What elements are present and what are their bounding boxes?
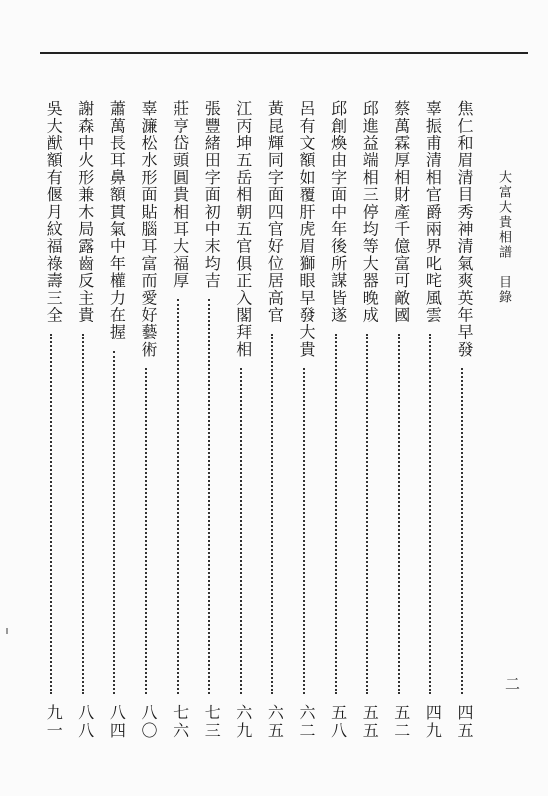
toc-entry-title: 焦仁和眉清目秀神清氣爽英年早發	[455, 100, 474, 358]
toc-entry-page: 六二	[297, 704, 316, 740]
toc-entry	[327, 100, 349, 740]
dot-leader	[366, 334, 368, 694]
toc-entry-title: 黃昆輝同字面四官好位居高官	[265, 100, 285, 324]
toc-entry-page: 五五	[360, 704, 380, 740]
dot-leader	[335, 334, 337, 694]
toc-entry-title: 張豐緒田字面初中末均吉	[202, 100, 222, 290]
header-rule	[40, 52, 528, 54]
dot-leader	[177, 299, 179, 694]
toc-entry-page: 六五	[265, 704, 285, 740]
toc-entry	[453, 100, 475, 740]
dot-leader	[429, 334, 431, 694]
toc-entry-page: 七六	[170, 704, 190, 740]
toc-entry-title: 謝森中火形兼木局露齒反主貴	[75, 100, 95, 324]
toc-entry-page: 四五	[455, 704, 474, 740]
toc-entry	[74, 100, 96, 740]
toc-entry-page: 七三	[202, 704, 222, 740]
toc-entry	[137, 100, 159, 740]
dot-leader	[240, 368, 242, 694]
toc-entry-title: 邱進益端相三停均等大器晚成	[360, 100, 380, 324]
toc-entry-page: 四九	[423, 704, 443, 740]
dot-leader	[82, 334, 84, 694]
toc-entry-title: 邱創煥由字面中年後所謀皆遂	[328, 100, 348, 324]
dot-leader	[303, 368, 305, 694]
toc-entry-page: 六九	[233, 704, 253, 740]
toc-entry-title: 辜振甫清相官爵兩界叱咤風雲	[423, 100, 443, 324]
toc-entry-title: 辜濂松水形面貼腦耳富而愛好藝術	[139, 100, 158, 358]
toc-entry	[295, 100, 317, 740]
toc-entry-page: 八〇	[139, 704, 158, 740]
toc-entry-title: 蔡萬霖厚相財產千億富可敵國	[391, 100, 411, 324]
toc-entry-title: 吳大猷額有偃月紋福祿壽三全	[44, 100, 64, 324]
toc-entry-title: 江丙坤五岳相朝五官俱正入閣拜相	[233, 100, 253, 358]
page-number: 二	[503, 676, 521, 691]
toc-entry-page: 五二	[391, 704, 411, 740]
toc-entry-page: 八八	[75, 704, 95, 740]
toc-entry	[169, 100, 191, 740]
toc-entry-page: 五八	[328, 704, 348, 740]
toc-entry-title: 呂有文額如覆肝虎眉獅眼早發大貴	[297, 100, 316, 358]
dot-leader	[398, 334, 400, 694]
dot-leader	[461, 368, 463, 694]
toc-entry-page: 八四	[107, 704, 127, 740]
toc-entry	[200, 100, 222, 740]
dot-leader	[145, 368, 147, 694]
toc-entry	[358, 100, 380, 740]
toc-entry-page: 九一	[44, 704, 64, 740]
toc-entry	[390, 100, 412, 740]
dot-leader	[50, 334, 52, 694]
toc-entry	[42, 100, 64, 740]
dot-leader	[271, 334, 273, 694]
toc-entry	[232, 100, 254, 740]
scan-speck	[6, 628, 8, 634]
toc-entry	[105, 100, 127, 740]
toc-entry-title: 蕭萬長耳鼻額貫氣中年權力在握	[107, 100, 127, 341]
dot-leader	[113, 351, 115, 694]
toc-entry-title: 莊亨岱頭圓貴相耳大福厚	[170, 100, 190, 290]
book-title-header: 大富大貴相譜 目錄	[496, 170, 511, 305]
toc-entry	[263, 100, 285, 740]
dot-leader	[208, 299, 210, 694]
toc-entry	[421, 100, 443, 740]
